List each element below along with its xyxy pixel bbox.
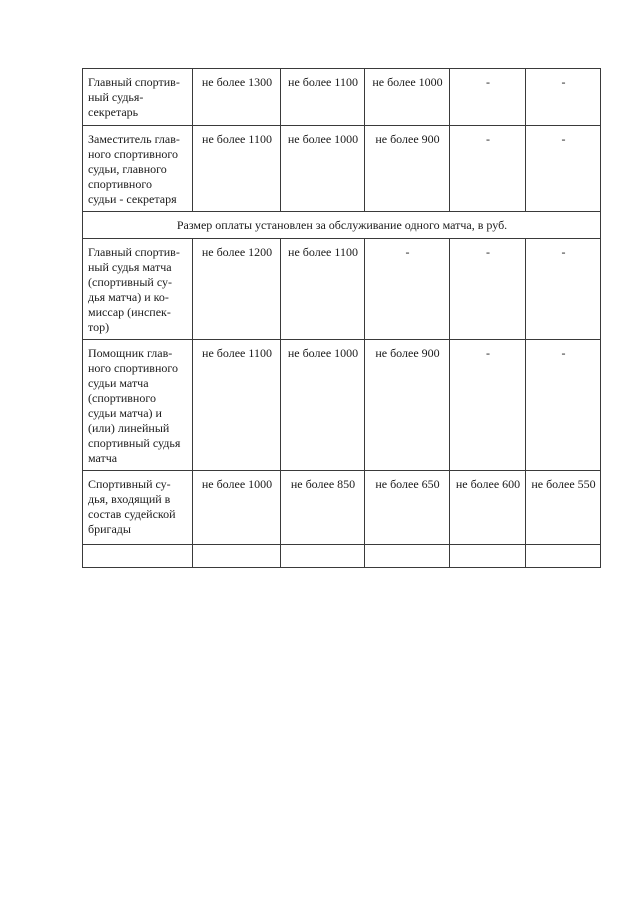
fee-cell: - <box>450 239 526 340</box>
fee-cell: не более 1100 <box>193 126 281 212</box>
referee-fees-table <box>82 68 601 568</box>
empty-cell <box>365 545 450 568</box>
fee-cell: не более 1100 <box>281 69 365 126</box>
fee-cell: - <box>450 340 526 471</box>
role-cell: Спортивный су- дья, входящий в состав судейской бригады <box>83 471 193 545</box>
fee-cell: не более 1100 <box>193 340 281 471</box>
fee-cell: не более 600 <box>450 471 526 545</box>
fee-cell: - <box>450 126 526 212</box>
fee-cell: не более 1300 <box>193 69 281 126</box>
fee-cell: не более 1100 <box>281 239 365 340</box>
empty-cell <box>450 545 526 568</box>
fee-cell: - <box>526 239 601 340</box>
table-row <box>83 126 601 212</box>
fee-cell: не более 900 <box>365 126 450 212</box>
fee-cell: - <box>526 69 601 126</box>
fee-cell: не более 1200 <box>193 239 281 340</box>
table-row <box>83 69 601 126</box>
fee-cell: не более 1000 <box>365 69 450 126</box>
empty-cell <box>193 545 281 568</box>
fee-cell: не более 900 <box>365 340 450 471</box>
role-cell: Главный спортив- ный судья матча (спортивный су- дья матча) и ко- миссар (инспек- тор) <box>83 239 193 340</box>
table-row <box>83 340 601 471</box>
fee-cell: - <box>365 239 450 340</box>
role-cell: Заместитель глав- ного спортивного судьи, главного спортивного судьи - секретаря <box>83 126 193 212</box>
table-row <box>83 471 601 545</box>
fee-cell: не более 550 <box>526 471 601 545</box>
fee-cell: не более 1000 <box>281 340 365 471</box>
empty-cell <box>526 545 601 568</box>
fee-cell: - <box>526 340 601 471</box>
fee-cell: не более 850 <box>281 471 365 545</box>
role-cell: Помощник глав- ного спортивного судьи матча (спортивного судьи матча) и (или) линейный спортивный судья матча <box>83 340 193 471</box>
empty-cell <box>281 545 365 568</box>
empty-cell <box>83 545 193 568</box>
section-heading-row <box>83 212 601 239</box>
fee-cell: - <box>450 69 526 126</box>
table-row <box>83 239 601 340</box>
fee-cell: не более 1000 <box>281 126 365 212</box>
empty-row <box>83 545 601 568</box>
fee-cell: - <box>526 126 601 212</box>
fee-cell: не более 650 <box>365 471 450 545</box>
section-heading: Размер оплаты установлен за обслуживание одного матча, в руб. <box>83 212 601 239</box>
role-cell: Главный спортив- ный судья- секретарь <box>83 69 193 126</box>
fee-cell: не более 1000 <box>193 471 281 545</box>
